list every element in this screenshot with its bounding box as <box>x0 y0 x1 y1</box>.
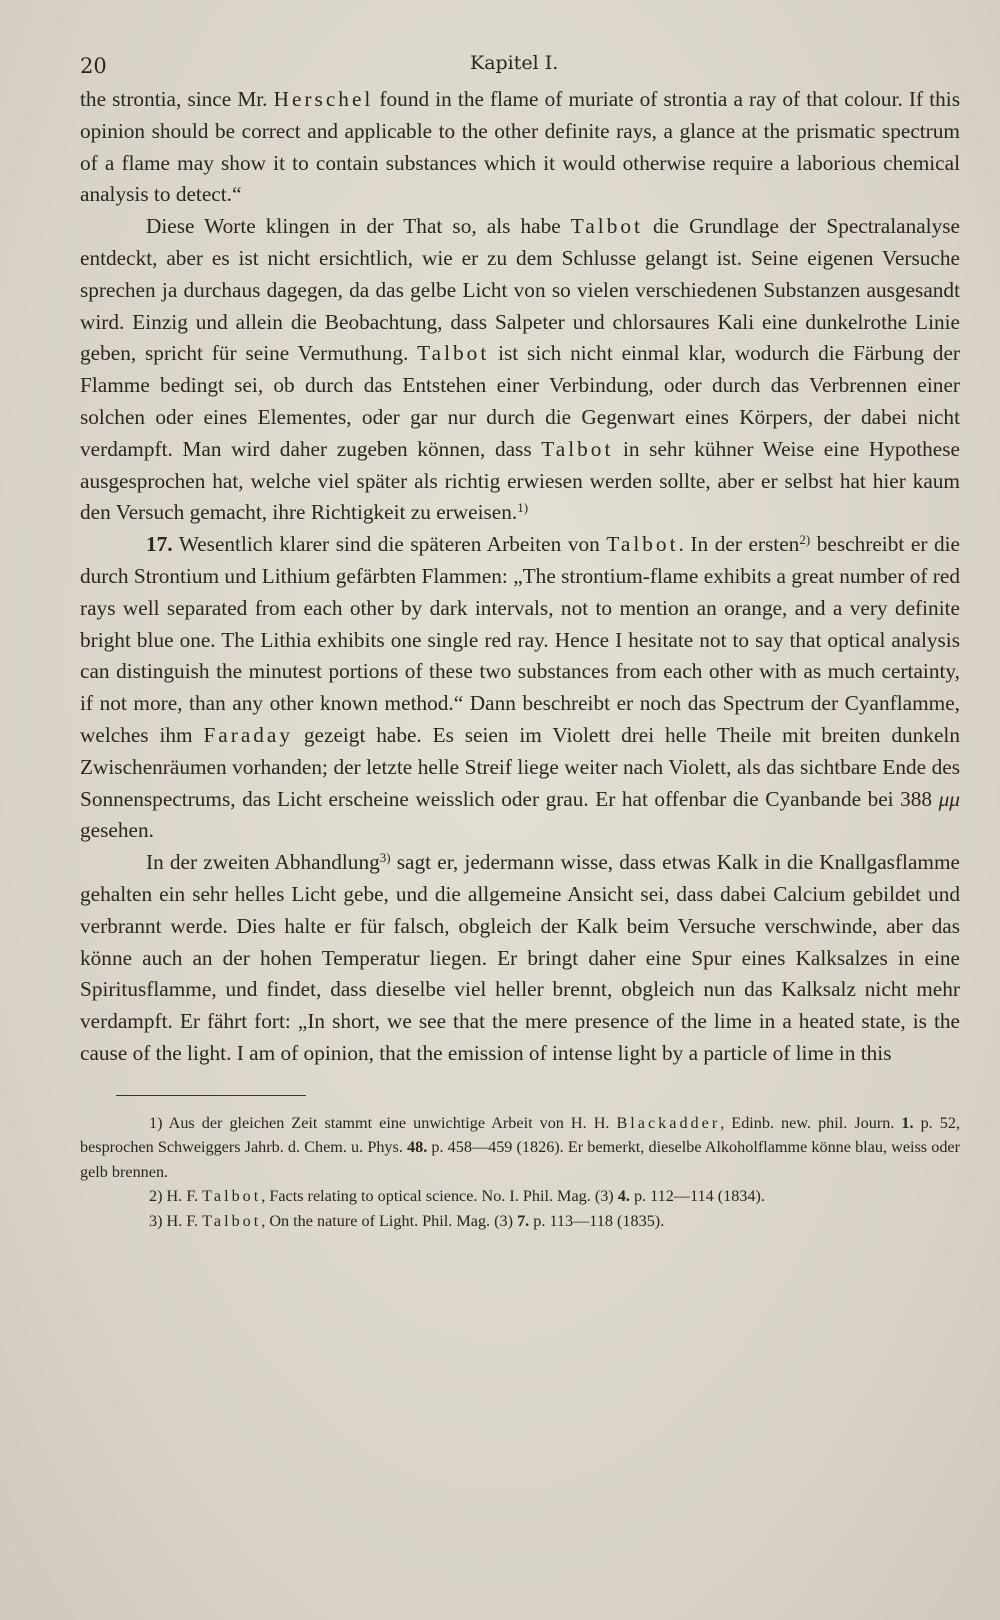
text-run: , Facts relating to optical science. No. I. Phil. Mag. (3) <box>261 1187 618 1206</box>
text-run: p. 458—459 (1826). Er bemerkt, dieselbe Alkoholflamme könne blau, weiss oder gelb brennen. <box>80 1138 960 1181</box>
volume-number: 1. <box>901 1113 914 1132</box>
footnote-ref: 3) <box>379 850 391 866</box>
paragraph-section-17 <box>80 529 960 847</box>
text-run: beschreibt er die durch Strontium und Lithium gefärbten Flammen: „The strontium-flame exhibits a great number of red rays well separated from each other by dark intervals, not to mention an orange, and a very definite bright blue one. The Lithia exhibits one single red ray. Hence I hesitate not to say that optical analysis can distinguish the minutest portions of these two substances from each other with as much certainty, if not more, than any other known method.“ Dann beschreibt er noch das Spectrum der Cyanflamme, welches ihm <box>80 532 961 747</box>
main-text <box>80 84 960 1070</box>
text-run: p. 113—118 (1835). <box>529 1211 665 1230</box>
footnote-divider <box>116 1095 306 1096</box>
author-name: Herschel <box>273 87 374 111</box>
page-number: 20 <box>80 54 107 78</box>
text-run: p. 112—114 (1834). <box>629 1187 765 1206</box>
text-run: the strontia, since Mr. <box>80 87 274 111</box>
text-run: p. 52, besprochen Schweiggers Jahrb. d. Chem. u. Phys. <box>80 1113 961 1157</box>
volume-number: 7. <box>517 1211 530 1230</box>
running-title: Kapitel I. <box>470 52 559 74</box>
author-name: Talbot <box>417 341 490 366</box>
page-header <box>80 48 960 84</box>
author-name: Faraday <box>203 722 294 747</box>
text-run: , Edinb. new. phil. Journ. <box>720 1113 902 1132</box>
footnote-1 <box>80 1111 960 1185</box>
author-name: Talbot <box>541 436 614 461</box>
text-run: ist sich nicht einmal klar, wodurch die Färbung der Flamme bedingt sei, ob durch das Entstehen einer Verbindung, oder durch das Verbrennen einer solchen oder eines Elementes, oder gar nur durch die Gegenwart eines Körpers, der dabei nicht verdampft. Man wird daher zugeben können, dass <box>80 341 960 461</box>
volume-number: 4. <box>617 1187 630 1206</box>
footnote-2 <box>80 1184 960 1209</box>
paragraph-second-paper <box>80 847 960 1070</box>
paragraph-quote-end <box>80 84 960 211</box>
footnote-number: 1) <box>149 1113 163 1132</box>
text-run: Diese Worte klingen in der That so, als habe <box>146 214 571 239</box>
footnote-number: 2) <box>149 1187 163 1206</box>
footnotes <box>80 1111 960 1234</box>
text-run: , On the nature of Light. Phil. Mag. (3) <box>261 1211 518 1230</box>
text-run: In der zweiten Abhandlung <box>146 850 380 875</box>
unit-symbol: μμ <box>938 786 960 811</box>
text-run: Aus der gleichen Zeit stammt eine unwichtige Arbeit von H. H. <box>162 1113 617 1132</box>
text-run: sagt er, jedermann wisse, dass etwas Kalk in die Knallgasflamme gehalten ein sehr helles Licht gebe, und die allgemeine Ansicht sei, dass dabei Calcium gebildet und verbrannt werde. Dies halte er für falsch, obgleich der Kalk beim Versuche verschwinde, aber das könne auch an der hohen Temperatur liegen. Er bringt daher eine Spur eines Kalksalzes in eine Spiritusflamme, und findet, dass dieselbe viel heller brennt, obgleich nun das Kalksalz nicht mehr verdampft. Er fährt fort: „In short, we see that the mere presence of the lime in a heated state, is the cause of the light. I am of opinion, that the emission of intense light by a particle of lime in this <box>80 850 960 1065</box>
author-name: Talbot <box>202 1211 262 1230</box>
footnote-3 <box>80 1209 960 1234</box>
text-run: found in the flame of muriate of strontia a ray of that colour. If this opinion should be correct and applicable to the other definite rays, a glance at the prismatic spectrum of a flame may show it to contain substances which it would otherwise require a laborious chemical analysis to detect.“ <box>80 87 960 207</box>
author-name: Talbot <box>202 1187 262 1206</box>
footnote-ref: 1) <box>517 500 529 516</box>
text-run: H. F. <box>162 1211 203 1230</box>
text-run: die Grundlage der Spectralanalyse entdeckt, aber es ist nicht ersichtlich, wie er zu dem Schlusse gelangt ist. Seine eigenen Versuche sprechen ja durchaus dagegen, da das gelbe Licht von so vielen verschiedenen Substanzen ausgesandt wird. Einzig und allein die Beobachtung, dass Salpeter und chlorsaures Kali eine dunkelrothe Linie geben, spricht für seine Vermuthung. <box>80 214 960 366</box>
text-run: in sehr kühner Weise eine Hypothese ausgesprochen hat, welche viel später als richtig erwiesen werden sollte, aber er selbst hat hier kaum den Versuch gemacht, ihre Richtigkeit zu erweisen. <box>80 436 960 525</box>
footnote-number: 3) <box>149 1211 163 1230</box>
author-name: Blackadder <box>616 1113 721 1132</box>
text-run: Wesentlich klarer sind die späteren Arbeiten von <box>172 532 607 557</box>
author-name: Talbot <box>570 214 643 239</box>
paragraph-talbot-assessment <box>80 211 960 529</box>
footnote-ref: 2) <box>799 532 811 548</box>
text-run: gesehen. <box>80 818 154 843</box>
section-number: 17. <box>146 532 173 557</box>
text-run: H. F. <box>162 1187 203 1206</box>
text-run: . In der ersten <box>678 532 800 557</box>
volume-number: 48. <box>407 1138 428 1157</box>
text-run: gezeigt habe. Es seien im Violett drei helle Theile mit breiten dunkeln Zwischenräumen vorhanden; der letzte helle Streif liege weiter nach Violett, als das sichtbare Ende des Sonnenspectrums, das Licht erscheine weisslich oder grau. Er hat offenbar die Cyanbande bei 388 <box>80 722 960 811</box>
author-name: Talbot <box>606 532 679 557</box>
